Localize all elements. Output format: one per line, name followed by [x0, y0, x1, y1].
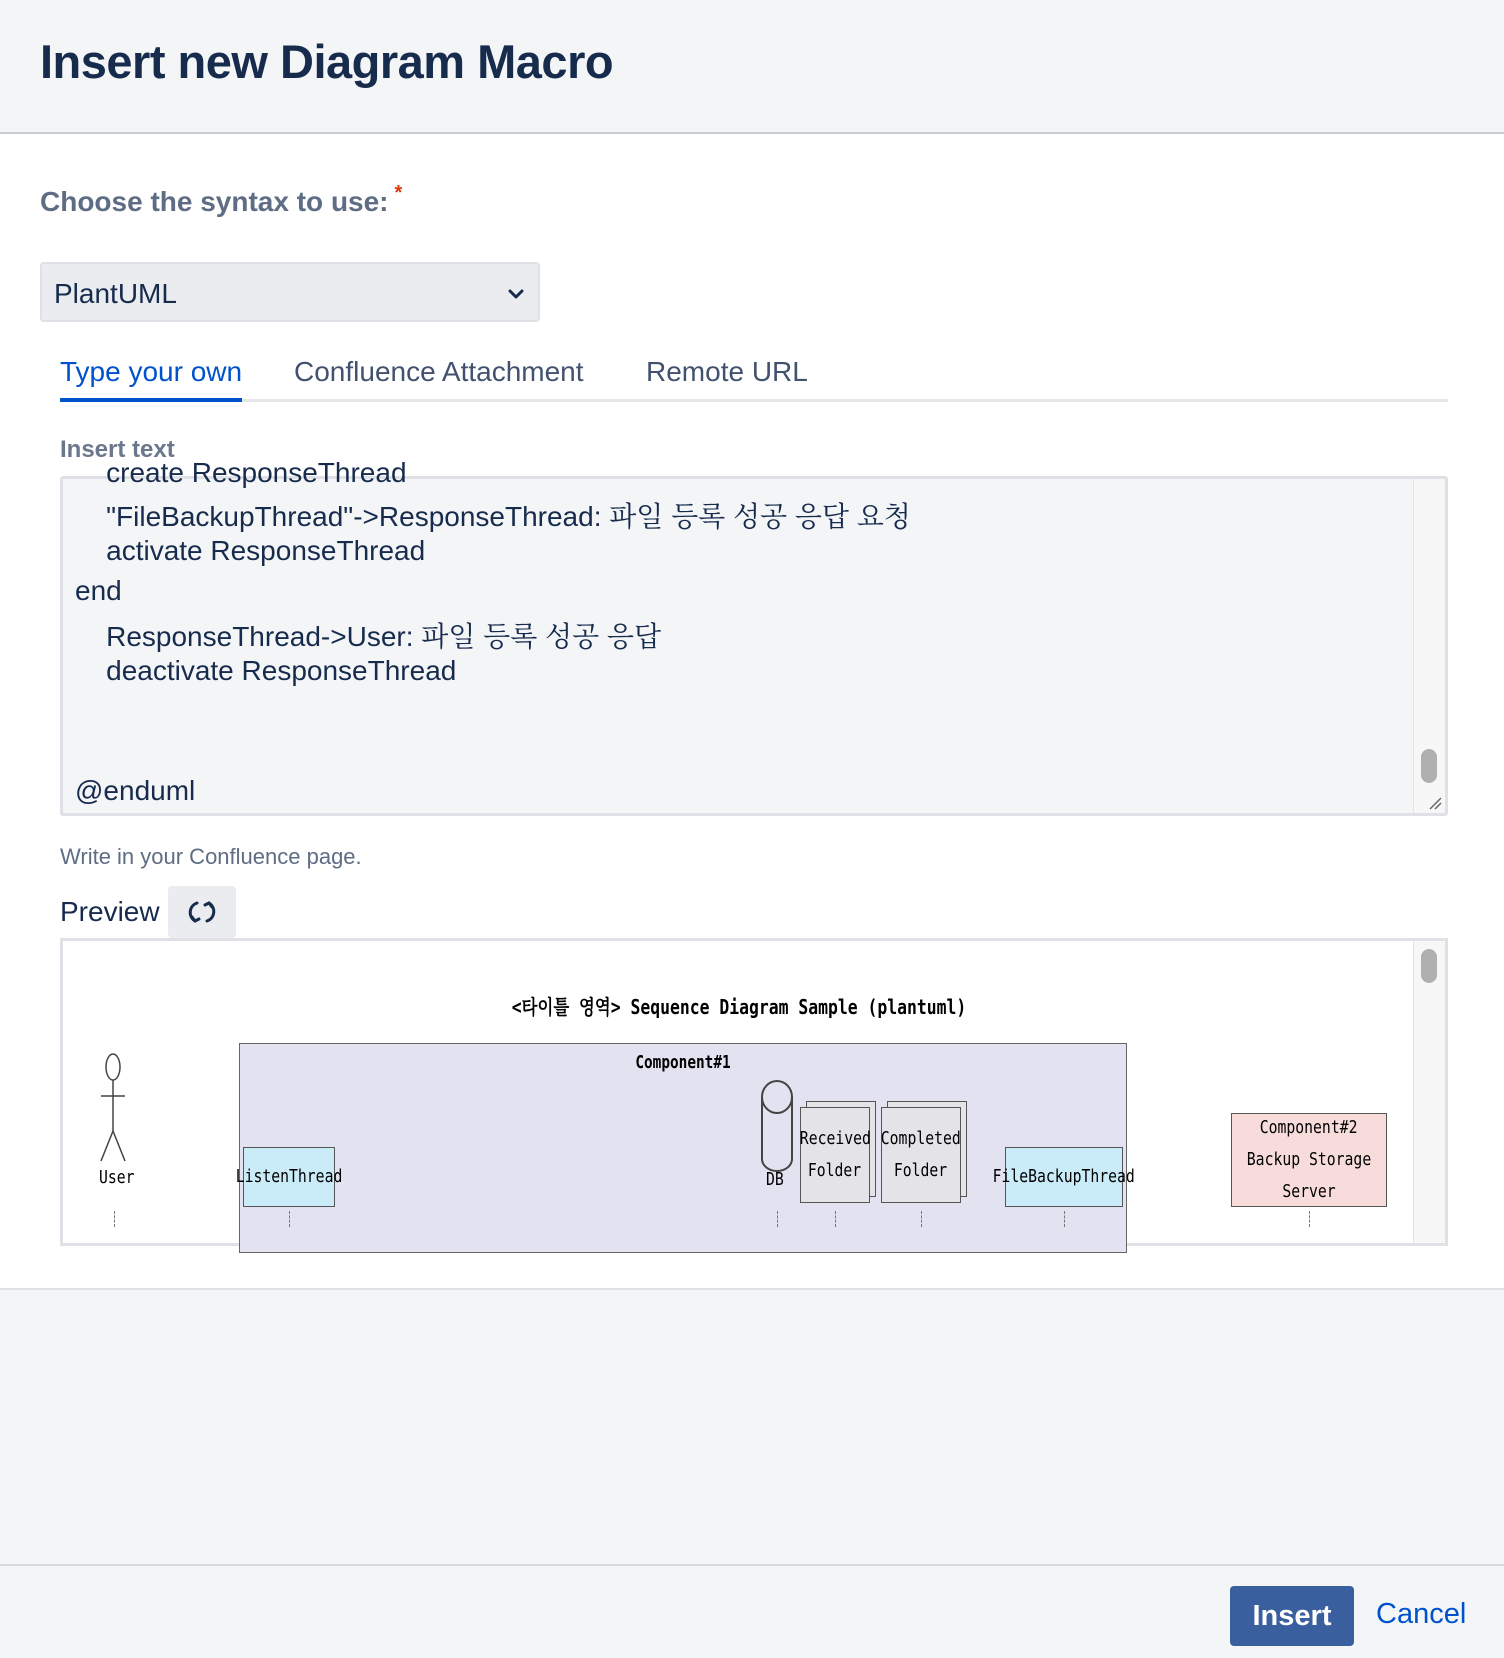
dialog-header	[0, 0, 1504, 134]
footer-divider	[0, 1564, 1504, 1566]
participant-filebackupthread	[992, 1147, 1136, 1207]
editor-helper-text: Write in your Confluence page.	[60, 844, 362, 869]
sequence-diagram	[63, 941, 1415, 1243]
actor-label: User	[99, 1167, 135, 1188]
required-marker: *	[394, 182, 403, 204]
lifeline	[777, 1211, 778, 1227]
lifeline	[1309, 1211, 1310, 1227]
code-line: activate ResponseThread	[75, 535, 426, 566]
syntax-label-text: Choose the syntax to use:	[40, 186, 389, 217]
syntax-select-value: PlantUML	[54, 278, 177, 309]
lifeline	[114, 1211, 115, 1227]
lifeline	[921, 1211, 922, 1227]
participant-label: Component#2	[1260, 1117, 1358, 1138]
tab-type-your-own[interactable]: Type your own	[60, 356, 242, 402]
preview-scroll-thumb[interactable]	[1421, 949, 1437, 983]
participant-label: Backup Storage Server	[1246, 1149, 1372, 1202]
participant-component2	[1231, 1113, 1387, 1207]
code-line: deactivate ResponseThread	[75, 655, 457, 686]
participant-label: Received	[799, 1128, 871, 1149]
source-tabs	[60, 352, 1448, 402]
syntax-label	[40, 182, 403, 218]
code-line: end	[75, 575, 122, 606]
insert-text-label: Insert text	[60, 436, 175, 463]
participant-label: Folder	[808, 1160, 862, 1181]
lifeline	[1064, 1211, 1065, 1227]
participant-completed-folder	[881, 1107, 961, 1203]
tab-remote-url[interactable]: Remote URL	[646, 356, 808, 387]
db-label: DB	[766, 1169, 784, 1190]
participant-label: Completed	[881, 1128, 962, 1149]
tab-confluence-attachment[interactable]: Confluence Attachment	[294, 356, 584, 387]
participant-received-folder	[800, 1107, 870, 1203]
syntax-select[interactable]	[40, 262, 540, 322]
actor-icon	[93, 1053, 133, 1163]
cancel-button[interactable]: Cancel	[1376, 1598, 1467, 1630]
participant-listenthread	[235, 1147, 343, 1207]
chevron-down-icon	[506, 284, 526, 304]
diagram-title: <타이틀 영역> Sequence Diagram Sample (plantuml)	[511, 995, 967, 1019]
lifeline	[835, 1211, 836, 1227]
editor-scrollbar[interactable]	[1413, 479, 1445, 813]
participant-label: Folder	[894, 1160, 948, 1181]
participant-label: ListenThread	[235, 1166, 343, 1187]
preview-label: Preview	[60, 896, 160, 927]
insert-button[interactable]: Insert	[1230, 1586, 1354, 1646]
code-line: "FileBackupThread"->ResponseThread: 파일 등록 성공 응답 요청	[75, 501, 911, 532]
diagram-preview	[60, 938, 1448, 1246]
refresh-icon	[186, 896, 218, 928]
refresh-preview-button[interactable]	[168, 886, 236, 938]
preview-scrollbar[interactable]	[1413, 941, 1445, 1243]
dialog-title: Insert new Diagram Macro	[40, 35, 614, 88]
participant-label: FileBackupThread	[992, 1166, 1136, 1187]
lifeline	[289, 1211, 290, 1227]
component1-label: Component#1	[635, 1052, 731, 1073]
code-editor[interactable]	[60, 457, 1448, 816]
component1-box	[239, 1043, 1127, 1253]
resize-grip-icon[interactable]	[1427, 795, 1443, 811]
database-icon	[759, 1079, 795, 1177]
editor-scroll-thumb[interactable]	[1421, 749, 1437, 783]
code-line: ResponseThread->User: 파일 등록 성공 응답	[75, 621, 661, 652]
code-line: create ResponseThread	[75, 457, 407, 488]
code-line: @enduml	[75, 775, 196, 806]
